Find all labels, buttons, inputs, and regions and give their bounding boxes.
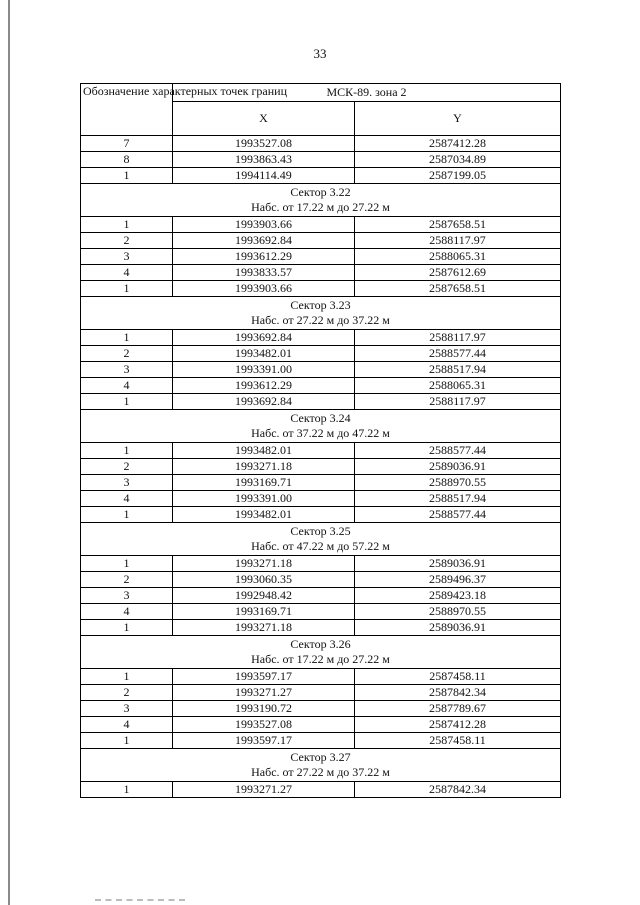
sector-title: Сектор 3.27 — [290, 750, 351, 764]
table-row — [81, 669, 561, 685]
y-coordinate-cell: 2587034.89 — [355, 152, 561, 168]
x-coordinate-cell: 1992948.42 — [173, 588, 355, 604]
sector-title: Сектор 3.24 — [290, 411, 351, 425]
table-row — [81, 556, 561, 572]
point-cell: 4 — [81, 265, 173, 281]
point-cell: 1 — [81, 394, 173, 410]
point-cell: 1 — [81, 733, 173, 749]
coordinates-table-body — [81, 84, 561, 798]
table-row — [81, 281, 561, 297]
x-coordinate-cell: 1993482.01 — [173, 443, 355, 459]
sector-height-range: Набс. от 17.22 м до 27.22 м — [251, 200, 390, 214]
y-coordinate-cell: 2587842.34 — [355, 685, 561, 701]
y-coordinate-cell: 2589423.18 — [355, 588, 561, 604]
y-coordinate-cell: 2588517.94 — [355, 362, 561, 378]
x-coordinate-cell: 1993527.08 — [173, 136, 355, 152]
sector-header — [81, 410, 561, 443]
table-row — [81, 362, 561, 378]
y-coordinate-cell: 2588117.97 — [355, 233, 561, 249]
coordinate-system-header: МСК-89. зона 2 — [173, 84, 561, 102]
y-coordinate-cell: 2588577.44 — [355, 346, 561, 362]
sector-header-row — [81, 184, 561, 217]
sector-title: Сектор 3.23 — [290, 298, 351, 312]
table-row — [81, 152, 561, 168]
y-coordinate-cell: 2589036.91 — [355, 459, 561, 475]
table-row — [81, 685, 561, 701]
x-coordinate-cell: 1994114.49 — [173, 168, 355, 184]
point-cell: 2 — [81, 233, 173, 249]
y-coordinate-cell: 2588517.94 — [355, 491, 561, 507]
y-coordinate-cell: 2587458.11 — [355, 733, 561, 749]
sector-header-row — [81, 523, 561, 556]
point-cell: 3 — [81, 362, 173, 378]
coordinates-table — [80, 83, 561, 798]
sector-header — [81, 749, 561, 782]
x-coordinate-cell: 1993482.01 — [173, 507, 355, 523]
y-coordinate-cell: 2587842.34 — [355, 782, 561, 798]
table-row — [81, 588, 561, 604]
table-row — [81, 701, 561, 717]
point-cell: 1 — [81, 443, 173, 459]
x-coordinate-cell: 1993692.84 — [173, 394, 355, 410]
x-coordinate-cell: 1993597.17 — [173, 669, 355, 685]
sector-height-range: Набс. от 27.22 м до 37.22 м — [251, 765, 390, 779]
sector-header-row — [81, 636, 561, 669]
point-cell: 8 — [81, 152, 173, 168]
table-row — [81, 233, 561, 249]
y-coordinate-cell: 2587658.51 — [355, 281, 561, 297]
table-row — [81, 346, 561, 362]
header-row — [81, 84, 561, 102]
point-cell: 2 — [81, 685, 173, 701]
sector-header — [81, 184, 561, 217]
sector-height-range: Набс. от 17.22 м до 27.22 м — [251, 652, 390, 666]
y-coordinate-cell: 2587789.67 — [355, 701, 561, 717]
point-cell: 3 — [81, 475, 173, 491]
x-coordinate-cell: 1993190.72 — [173, 701, 355, 717]
y-coordinate-cell: 2589036.91 — [355, 620, 561, 636]
y-coordinate-cell: 2588577.44 — [355, 443, 561, 459]
y-coordinate-cell: 2587412.28 — [355, 136, 561, 152]
y-coordinate-cell: 2588970.55 — [355, 604, 561, 620]
sector-header — [81, 523, 561, 556]
x-coordinate-cell: 1993482.01 — [173, 346, 355, 362]
y-coordinate-cell: 2587612.69 — [355, 265, 561, 281]
point-cell: 4 — [81, 604, 173, 620]
table-row — [81, 443, 561, 459]
table-row — [81, 217, 561, 233]
x-coordinate-cell: 1993391.00 — [173, 491, 355, 507]
x-coordinate-cell: 1993391.00 — [173, 362, 355, 378]
x-coordinate-cell: 1993271.18 — [173, 556, 355, 572]
sector-header-row — [81, 297, 561, 330]
point-cell: 2 — [81, 346, 173, 362]
x-coordinate-cell: 1993597.17 — [173, 733, 355, 749]
table-row — [81, 459, 561, 475]
x-coordinate-cell: 1993169.71 — [173, 604, 355, 620]
x-coordinate-cell: 1993903.66 — [173, 217, 355, 233]
y-coordinate-cell: 2588117.97 — [355, 330, 561, 346]
sector-height-range: Набс. от 37.22 м до 47.22 м — [251, 426, 390, 440]
table-row — [81, 620, 561, 636]
table-row — [81, 330, 561, 346]
sector-header — [81, 636, 561, 669]
sector-header-row — [81, 749, 561, 782]
table-row — [81, 717, 561, 733]
page-left-edge — [8, 0, 10, 905]
y-coordinate-cell: 2588065.31 — [355, 378, 561, 394]
point-cell: 1 — [81, 281, 173, 297]
point-cell: 2 — [81, 572, 173, 588]
bottom-scan-mark — [95, 899, 185, 901]
sector-header — [81, 297, 561, 330]
table-row — [81, 378, 561, 394]
x-coordinate-cell: 1993612.29 — [173, 378, 355, 394]
x-coordinate-cell: 1993612.29 — [173, 249, 355, 265]
point-cell: 2 — [81, 459, 173, 475]
table-row — [81, 491, 561, 507]
y-coordinate-cell: 2589496.37 — [355, 572, 561, 588]
y-column-header: Y — [355, 102, 561, 136]
sector-title: Сектор 3.25 — [290, 524, 351, 538]
point-cell: 1 — [81, 669, 173, 685]
y-coordinate-cell: 2588577.44 — [355, 507, 561, 523]
sector-header-row — [81, 410, 561, 443]
table-row — [81, 265, 561, 281]
table-row — [81, 733, 561, 749]
x-coordinate-cell: 1993271.27 — [173, 782, 355, 798]
x-coordinate-cell: 1993527.08 — [173, 717, 355, 733]
x-coordinate-cell: 1993833.57 — [173, 265, 355, 281]
point-cell: 1 — [81, 217, 173, 233]
table-row — [81, 249, 561, 265]
page-number: 33 — [313, 46, 327, 61]
sector-title: Сектор 3.26 — [290, 637, 351, 651]
table-row — [81, 507, 561, 523]
table-row — [81, 136, 561, 152]
x-coordinate-cell: 1993271.27 — [173, 685, 355, 701]
x-coordinate-cell: 1993169.71 — [173, 475, 355, 491]
table-row — [81, 475, 561, 491]
y-coordinate-cell: 2588117.97 — [355, 394, 561, 410]
point-cell: 4 — [81, 717, 173, 733]
table-row — [81, 604, 561, 620]
point-cell: 3 — [81, 701, 173, 717]
point-cell: 3 — [81, 249, 173, 265]
x-coordinate-cell: 1993863.43 — [173, 152, 355, 168]
y-coordinate-cell: 2588065.31 — [355, 249, 561, 265]
table-row — [81, 168, 561, 184]
x-coordinate-cell: 1993903.66 — [173, 281, 355, 297]
points-column-header: Обозначение характерных точек границ — [81, 84, 173, 136]
y-coordinate-cell: 2587199.05 — [355, 168, 561, 184]
point-cell: 1 — [81, 782, 173, 798]
point-cell: 1 — [81, 330, 173, 346]
y-coordinate-cell: 2587412.28 — [355, 717, 561, 733]
x-coordinate-cell: 1993692.84 — [173, 233, 355, 249]
sector-height-range: Набс. от 47.22 м до 57.22 м — [251, 539, 390, 553]
table-row — [81, 394, 561, 410]
point-cell: 1 — [81, 620, 173, 636]
point-cell: 4 — [81, 491, 173, 507]
point-cell: 7 — [81, 136, 173, 152]
x-coordinate-cell: 1993271.18 — [173, 620, 355, 636]
sector-title: Сектор 3.22 — [290, 185, 351, 199]
x-column-header: X — [173, 102, 355, 136]
y-coordinate-cell: 2588970.55 — [355, 475, 561, 491]
table-row — [81, 572, 561, 588]
x-coordinate-cell: 1993271.18 — [173, 459, 355, 475]
y-coordinate-cell: 2587658.51 — [355, 217, 561, 233]
point-cell: 3 — [81, 588, 173, 604]
y-coordinate-cell: 2587458.11 — [355, 669, 561, 685]
point-cell: 1 — [81, 556, 173, 572]
point-cell: 4 — [81, 378, 173, 394]
point-cell: 1 — [81, 507, 173, 523]
point-cell: 1 — [81, 168, 173, 184]
y-coordinate-cell: 2589036.91 — [355, 556, 561, 572]
sector-height-range: Набс. от 27.22 м до 37.22 м — [251, 313, 390, 327]
x-coordinate-cell: 1993060.35 — [173, 572, 355, 588]
table-row — [81, 782, 561, 798]
x-coordinate-cell: 1993692.84 — [173, 330, 355, 346]
